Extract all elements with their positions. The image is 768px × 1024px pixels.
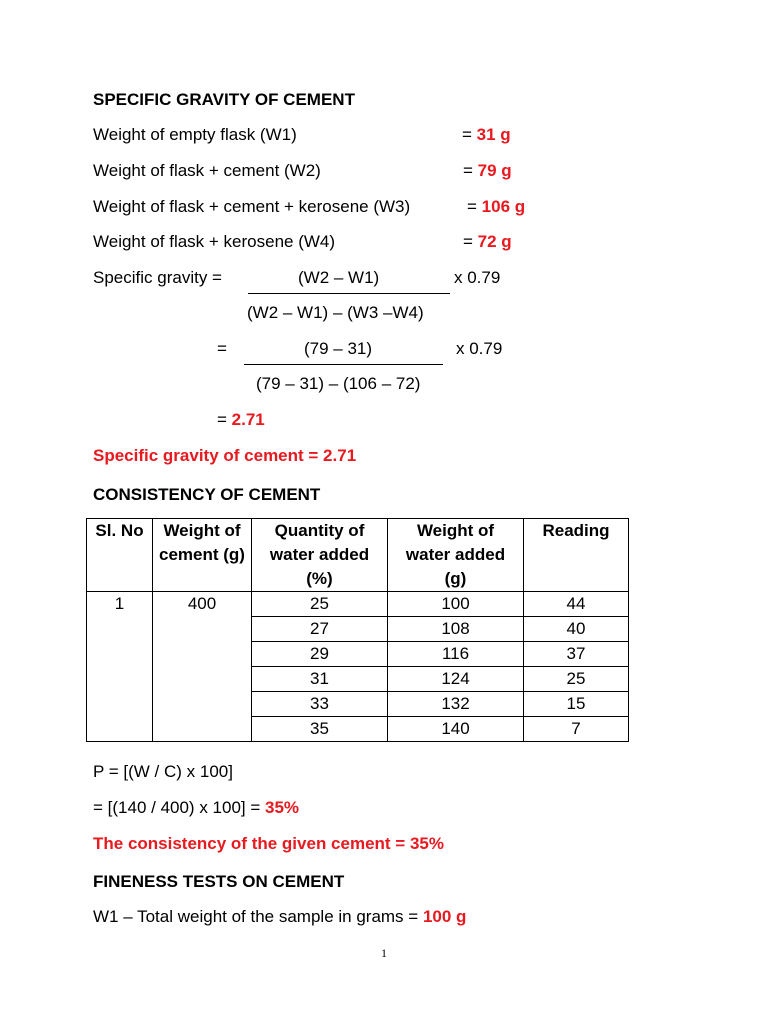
substituted-fraction-line [244,364,443,365]
w4-value: = 72 g [463,232,512,251]
header-cement-weight: Weight of cement (g) [153,519,252,592]
specific-gravity-result: = 2.71 [217,410,265,429]
consistency-table [86,518,629,742]
reading-cell: 40 [524,617,629,642]
fineness-line [93,907,466,927]
formula-numerator: (W2 – W1) [298,268,380,287]
substituted-numerator: (79 – 31) [304,339,373,358]
specific-gravity-result-number: 2.71 [231,410,265,429]
water-weight-cell: 116 [388,642,524,667]
w1-label: Weight of empty flask (W1) [93,125,297,144]
fineness-heading: FINENESS TESTS ON CEMENT [93,872,345,891]
table-header-row [87,519,629,592]
w1-value-number: 31 g [476,125,511,144]
header-sl-no: Sl. No [87,519,153,592]
formula-multiplier: x 0.79 [454,268,501,287]
header-water-percent: Quantity of water added (%) [252,519,388,592]
specific-gravity-heading: SPECIFIC GRAVITY OF CEMENT [93,90,355,109]
specific-gravity-conclusion: Specific gravity of cement = 2.71 [93,446,357,465]
water-weight-cell: 124 [388,667,524,692]
consistency-heading: CONSISTENCY OF CEMENT [93,485,321,504]
water-weight-cell: 100 [388,592,524,617]
water-percent-cell: 25 [252,592,388,617]
consistency-calculation [93,798,299,818]
w2-value-number: 79 g [477,161,512,180]
formula-denominator: (W2 – W1) – (W3 –W4) [247,303,424,322]
w2-label: Weight of flask + cement (W2) [93,161,321,180]
water-percent-cell: 27 [252,617,388,642]
substituted-equals: = [217,339,227,358]
water-weight-cell: 140 [388,717,524,742]
w4-label: Weight of flask + kerosene (W4) [93,232,336,251]
w3-value: = 106 g [467,197,526,216]
sl-no-cell: 1 [87,592,153,742]
formula-label: Specific gravity = [93,268,222,287]
water-percent-cell: 29 [252,642,388,667]
formula-fraction-line [248,293,450,294]
page-number: 1 [381,946,387,960]
water-percent-cell: 31 [252,667,388,692]
reading-cell: 44 [524,592,629,617]
substituted-denominator: (79 – 31) – (106 – 72) [256,374,421,393]
reading-cell: 37 [524,642,629,667]
consistency-calculation-result: 35% [265,798,300,817]
reading-cell: 15 [524,692,629,717]
w4-value-number: 72 g [477,232,512,251]
reading-cell: 25 [524,667,629,692]
w3-value-number: 106 g [481,197,526,216]
w3-label: Weight of flask + cement + kerosene (W3) [93,197,411,216]
fineness-line-value: 100 g [422,907,467,926]
consistency-calculation-text: = [(140 / 400) x 100] = [93,798,261,817]
consistency-formula: P = [(W / C) x 100] [93,762,233,781]
water-weight-cell: 132 [388,692,524,717]
header-water-weight: Weight of water added (g) [388,519,524,592]
reading-cell: 7 [524,717,629,742]
table-row [87,592,629,617]
header-reading: Reading [524,519,629,592]
cement-weight-cell: 400 [153,592,252,742]
fineness-line-label: W1 – Total weight of the sample in grams = [93,907,419,926]
substituted-multiplier: x 0.79 [456,339,503,358]
w1-value: = 31 g [462,125,511,144]
w2-value: = 79 g [463,161,512,180]
consistency-conclusion: The consistency of the given cement = 35% [93,834,444,853]
water-percent-cell: 33 [252,692,388,717]
water-percent-cell: 35 [252,717,388,742]
water-weight-cell: 108 [388,617,524,642]
